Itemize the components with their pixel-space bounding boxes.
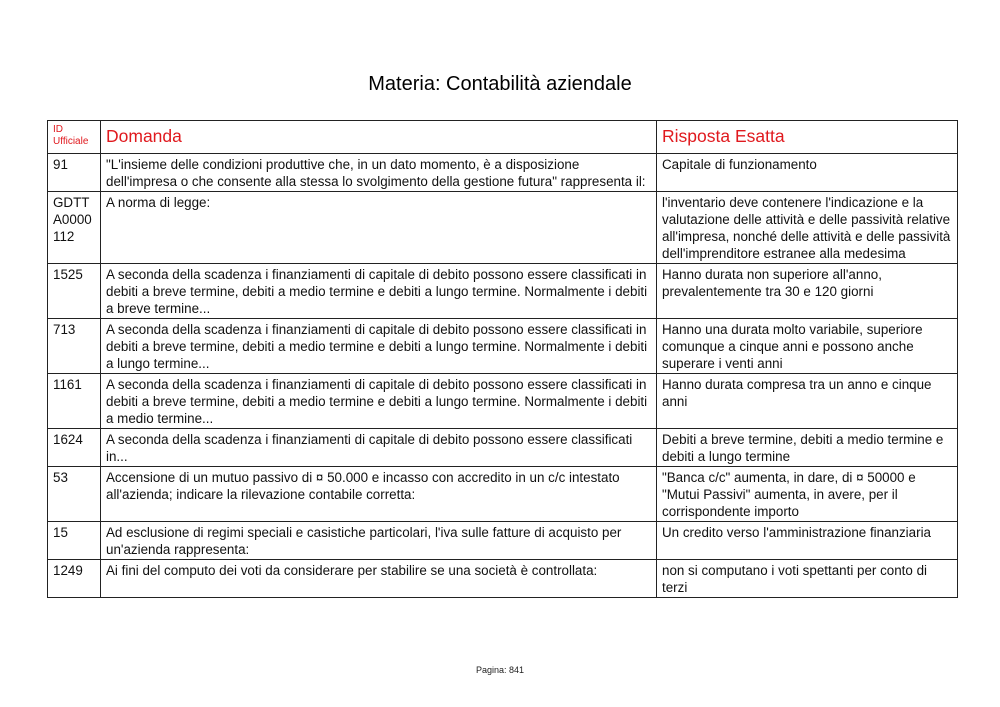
row-id: 91 (48, 154, 101, 192)
row-question: A seconda della scadenza i finanziamenti di capitale di debito possono essere classificati in... (101, 429, 657, 467)
row-question: Accensione di un mutuo passivo di ¤ 50.000 e incasso con accredito in un c/c intestato all'azienda; indicare la rilevazione contabile corretta: (101, 467, 657, 522)
row-answer: Hanno una durata molto variabile, superiore comunque a cinque anni e possono anche superare i venti anni (657, 319, 958, 374)
table-row (48, 192, 958, 264)
table-row (48, 560, 958, 598)
row-question: Ad esclusione di regimi speciali e casistiche particolari, l'iva sulle fatture di acquisto per un'azienda rappresenta: (101, 522, 657, 560)
table-row (48, 154, 958, 192)
row-id: 1249 (48, 560, 101, 598)
table-row (48, 374, 958, 429)
row-id: 53 (48, 467, 101, 522)
row-answer: Debiti a breve termine, debiti a medio termine e debiti a lungo termine (657, 429, 958, 467)
row-question: A norma di legge: (101, 192, 657, 264)
table-row (48, 264, 958, 319)
row-id: GDTTA0000112 (48, 192, 101, 264)
row-question: A seconda della scadenza i finanziamenti di capitale di debito possono essere classificati in debiti a breve termine, debiti a medio termine e debiti a lungo termine. Normalmente i debiti a medio termine... (101, 374, 657, 429)
table-row (48, 467, 958, 522)
row-question: Ai fini del computo dei voti da considerare per stabilire se una società è controllata: (101, 560, 657, 598)
page-footer: Pagina: 841 (475, 665, 525, 675)
row-id: 1624 (48, 429, 101, 467)
row-answer: Hanno durata compresa tra un anno e cinque anni (657, 374, 958, 429)
row-id: 15 (48, 522, 101, 560)
row-question: "L'insieme delle condizioni produttive che, in un dato momento, è a disposizione dell'impresa o che consente alla stessa lo svolgimento della gestione futura" rappresenta il: (101, 154, 657, 192)
header-id: ID Ufficiale (48, 121, 101, 154)
row-question: A seconda della scadenza i finanziamenti di capitale di debito possono essere classificati in debiti a breve termine, debiti a medio termine e debiti a lungo termine. Normalmente i debiti a lungo termine... (101, 319, 657, 374)
header-answer: Risposta Esatta (657, 121, 958, 154)
table-row (48, 522, 958, 560)
row-answer: Capitale di funzionamento (657, 154, 958, 192)
row-id: 1525 (48, 264, 101, 319)
header-question: Domanda (101, 121, 657, 154)
row-answer: Un credito verso l'amministrazione finanziaria (657, 522, 958, 560)
table-row (48, 319, 958, 374)
row-answer: Hanno durata non superiore all'anno, prevalentemente tra 30 e 120 giorni (657, 264, 958, 319)
table-header-row (48, 121, 958, 154)
row-answer: "Banca c/c" aumenta, in dare, di ¤ 50000 e "Mutui Passivi" aumenta, in avere, per il corrispondente importo (657, 467, 958, 522)
row-answer: non si computano i voti spettanti per conto di terzi (657, 560, 958, 598)
table-row (48, 429, 958, 467)
page-title: Materia: Contabilità aziendale (368, 73, 632, 95)
row-answer: l'inventario deve contenere l'indicazione e la valutazione delle attività e delle passività relative all'impresa, nonché delle attività e delle passività dell'imprenditore estranee alla medesima (657, 192, 958, 264)
row-question: A seconda della scadenza i finanziamenti di capitale di debito possono essere classificati in debiti a breve termine, debiti a medio termine e debiti a lungo termine. Normalmente i debiti a breve termine... (101, 264, 657, 319)
questions-table (47, 120, 958, 598)
row-id: 1161 (48, 374, 101, 429)
row-id: 713 (48, 319, 101, 374)
